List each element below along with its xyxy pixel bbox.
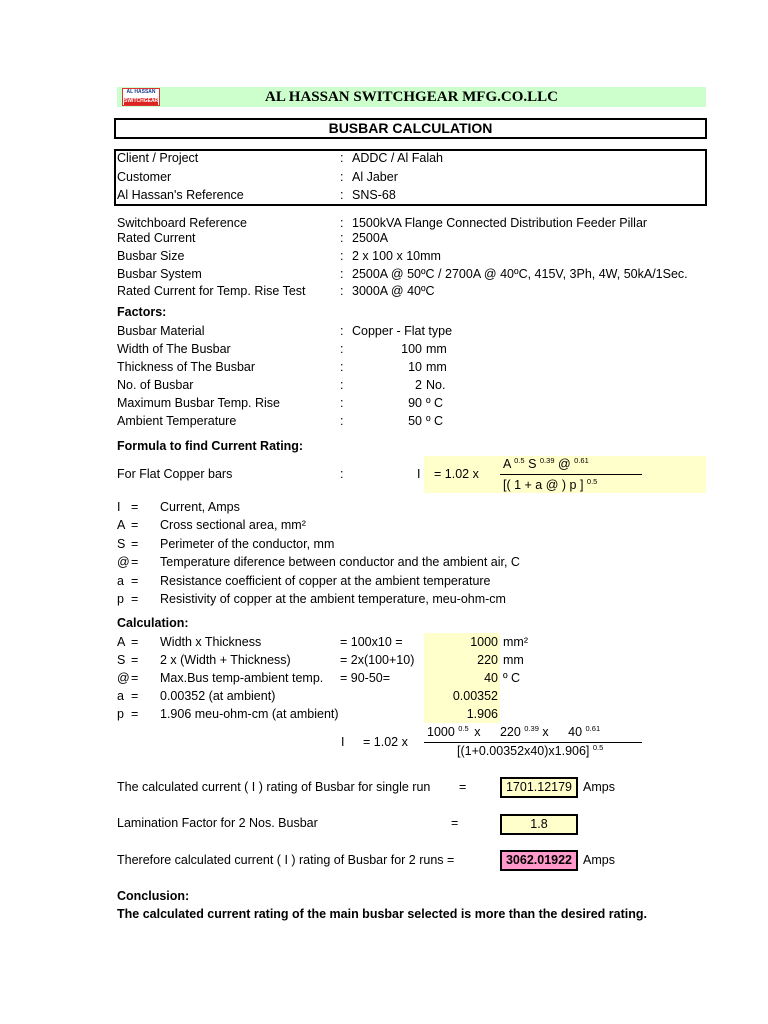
calc-expr: = 90-50= — [340, 671, 391, 685]
formula-fraction-line — [500, 474, 642, 475]
reference-label: Al Hassan's Reference — [117, 188, 244, 202]
calc-eq-numerator: 1000 $^{0.5}$ x 220 $^{0.39}$ x 40 $^{0.61}$ — [427, 724, 601, 739]
spec-value: 2500A @ 50ºC / 2700A @ 40ºC, 415V, 3Ph, 4W, 50kA/1Sec. — [352, 267, 688, 281]
formula-heading: Formula to find Current Rating: — [117, 439, 304, 453]
calc-value: 220 — [477, 653, 498, 667]
factor-unit: No. — [426, 378, 446, 392]
spec-label: Rated Current — [117, 231, 196, 245]
symbol-desc: Cross sectional area, mm² — [160, 518, 306, 532]
calc-eq: = — [131, 671, 139, 685]
symbol: a — [117, 574, 124, 588]
symbol-desc: Perimeter of the conductor, mm — [160, 537, 335, 551]
factor-label: No. of Busbar — [117, 378, 194, 392]
formula-denominator: [( 1 + a @ ) p ] $^{0.5}$ — [503, 477, 598, 492]
colon: : — [340, 170, 344, 184]
calc-symbol: A — [117, 635, 126, 649]
formula-numerator: A $^{0.5}$ S $^{0.39}$ @ $^{0.61}$ — [503, 456, 589, 471]
factor-label: Maximum Busbar Temp. Rise — [117, 396, 281, 410]
double-run-unit: Amps — [583, 853, 615, 867]
company-name: AL HASSAN SWITCHGEAR MFG.CO.LLC — [265, 89, 558, 105]
factor-number: 50 — [408, 414, 422, 428]
symbol: S — [117, 537, 126, 551]
symbol-eq: = — [131, 555, 139, 569]
calc-desc: Max.Bus temp-ambient temp. — [160, 671, 324, 685]
reference-value: SNS-68 — [352, 188, 396, 202]
calc-value: 1.906 — [466, 707, 498, 721]
calc-expr: = 2x(100+10) — [340, 653, 415, 667]
colon: : — [340, 360, 344, 374]
lamination-eq: = — [451, 816, 459, 830]
calc-value: 0.00352 — [452, 689, 498, 703]
factor-number: 2 — [415, 378, 422, 392]
colon: : — [340, 284, 344, 298]
colon: : — [340, 324, 344, 338]
symbol-eq: = — [131, 518, 139, 532]
calc-desc: 0.00352 (at ambient) — [160, 689, 276, 703]
factor-number: 10 — [408, 360, 422, 374]
calc-eq-fraction-line — [424, 742, 642, 743]
calc-expr: = 100x10 = — [340, 635, 403, 649]
symbol-desc: Temperature diference between conductor and the ambient air, C — [160, 555, 520, 569]
factor-label: Width of The Busbar — [117, 342, 231, 356]
calc-value: 1000 — [470, 635, 498, 649]
symbol-eq: = — [131, 500, 139, 514]
calculation-heading: Calculation: — [117, 616, 189, 630]
single-run-unit: Amps — [583, 780, 615, 794]
formula-label: For Flat Copper bars — [117, 467, 233, 481]
calc-eq: = — [131, 689, 139, 703]
spec-value: 2 x 100 x 10mm — [352, 249, 441, 263]
symbol: A — [117, 518, 126, 532]
factor-unit: º C — [426, 396, 444, 410]
lamination-label: Lamination Factor for 2 Nos. Busbar — [117, 816, 318, 830]
factor-number: 90 — [408, 396, 422, 410]
calc-eq-denominator: [(1+0.00352x40)x1.906] $^{0.5}$ — [457, 743, 604, 758]
factor-label: Busbar Material — [117, 324, 205, 338]
symbol-desc: Resistivity of copper at the ambient temperature, meu-ohm-cm — [160, 592, 506, 606]
conclusion-heading: Conclusion: — [117, 889, 190, 903]
calc-eq: = — [131, 653, 139, 667]
calc-desc: 2 x (Width + Thickness) — [160, 653, 291, 667]
calc-desc: Width x Thickness — [160, 635, 262, 649]
calc-eq-lhs: I — [341, 735, 345, 749]
symbol: @ — [117, 555, 130, 569]
logo-bottom-text: SWITCHGEAR — [124, 98, 159, 104]
conclusion-text: The calculated current rating of the main busbar selected is more than the desired rating. — [117, 907, 647, 921]
calc-symbol: @ — [117, 671, 130, 685]
calc-unit: º C — [503, 671, 521, 685]
calc-unit: mm² — [503, 635, 528, 649]
spec-label: Rated Current for Temp. Rise Test — [117, 284, 306, 298]
symbol-desc: Current, Amps — [160, 500, 240, 514]
formula-lhs: I — [417, 467, 421, 481]
factor-label: Ambient Temperature — [117, 414, 237, 428]
calc-desc: 1.906 meu-ohm-cm (at ambient) — [160, 707, 339, 721]
client-value: ADDC / Al Falah — [352, 151, 444, 165]
colon: : — [340, 151, 344, 165]
customer-value: Al Jaber — [352, 170, 398, 184]
colon: : — [340, 231, 344, 245]
colon: : — [340, 414, 344, 428]
symbol-desc: Resistance coefficient of copper at the ambient temperature — [160, 574, 491, 588]
customer-label: Customer — [117, 170, 172, 184]
symbol: I — [117, 500, 121, 514]
spec-value: 3000A @ 40ºC — [352, 284, 435, 298]
colon: : — [340, 378, 344, 392]
colon: : — [340, 188, 344, 202]
calc-symbol: p — [117, 707, 124, 721]
symbol-eq: = — [131, 537, 139, 551]
calc-eq-multiplier: = 1.02 x — [363, 735, 408, 749]
spec-label: Busbar System — [117, 267, 202, 281]
single-run-label: The calculated current ( I ) rating of Busbar for single run — [117, 780, 431, 794]
colon: : — [340, 216, 344, 230]
factor-value: Copper - Flat type — [352, 324, 453, 338]
colon: : — [340, 249, 344, 263]
factors-heading: Factors: — [117, 305, 167, 319]
double-run-value: 3062.01922 — [500, 850, 578, 871]
spec-label: Busbar Size — [117, 249, 185, 263]
symbol: p — [117, 592, 124, 606]
factor-unit: mm — [426, 360, 447, 374]
calc-eq: = — [131, 707, 139, 721]
single-run-value: 1701.12179 — [500, 777, 578, 798]
calc-eq: = — [131, 635, 139, 649]
double-run-label: Therefore calculated current ( I ) rating of Busbar for 2 runs = — [117, 853, 455, 867]
spec-label: Switchboard Reference — [117, 216, 247, 230]
spec-value: 1500kVA Flange Connected Distribution Feeder Pillar — [352, 216, 648, 230]
colon: : — [340, 467, 344, 481]
logo-top-text: AL HASSAN — [126, 89, 156, 95]
page-title: BUSBAR CALCULATION — [328, 120, 493, 136]
calc-symbol: a — [117, 689, 124, 703]
colon: : — [340, 396, 344, 410]
symbol-eq: = — [131, 574, 139, 588]
factor-unit: mm — [426, 342, 447, 356]
calc-unit: mm — [503, 653, 524, 667]
colon: : — [340, 267, 344, 281]
symbol-eq: = — [131, 592, 139, 606]
client-label: Client / Project — [117, 151, 199, 165]
calc-symbol: S — [117, 653, 126, 667]
spec-value: 2500A — [352, 231, 389, 245]
factor-label: Thickness of The Busbar — [117, 360, 256, 374]
single-run-eq: = — [459, 780, 467, 794]
factor-unit: º C — [426, 414, 444, 428]
colon: : — [340, 342, 344, 356]
calc-value: 40 — [484, 671, 498, 685]
factor-number: 100 — [401, 342, 422, 356]
lamination-value: 1.8 — [500, 814, 578, 835]
formula-multiplier: = 1.02 x — [434, 467, 479, 481]
